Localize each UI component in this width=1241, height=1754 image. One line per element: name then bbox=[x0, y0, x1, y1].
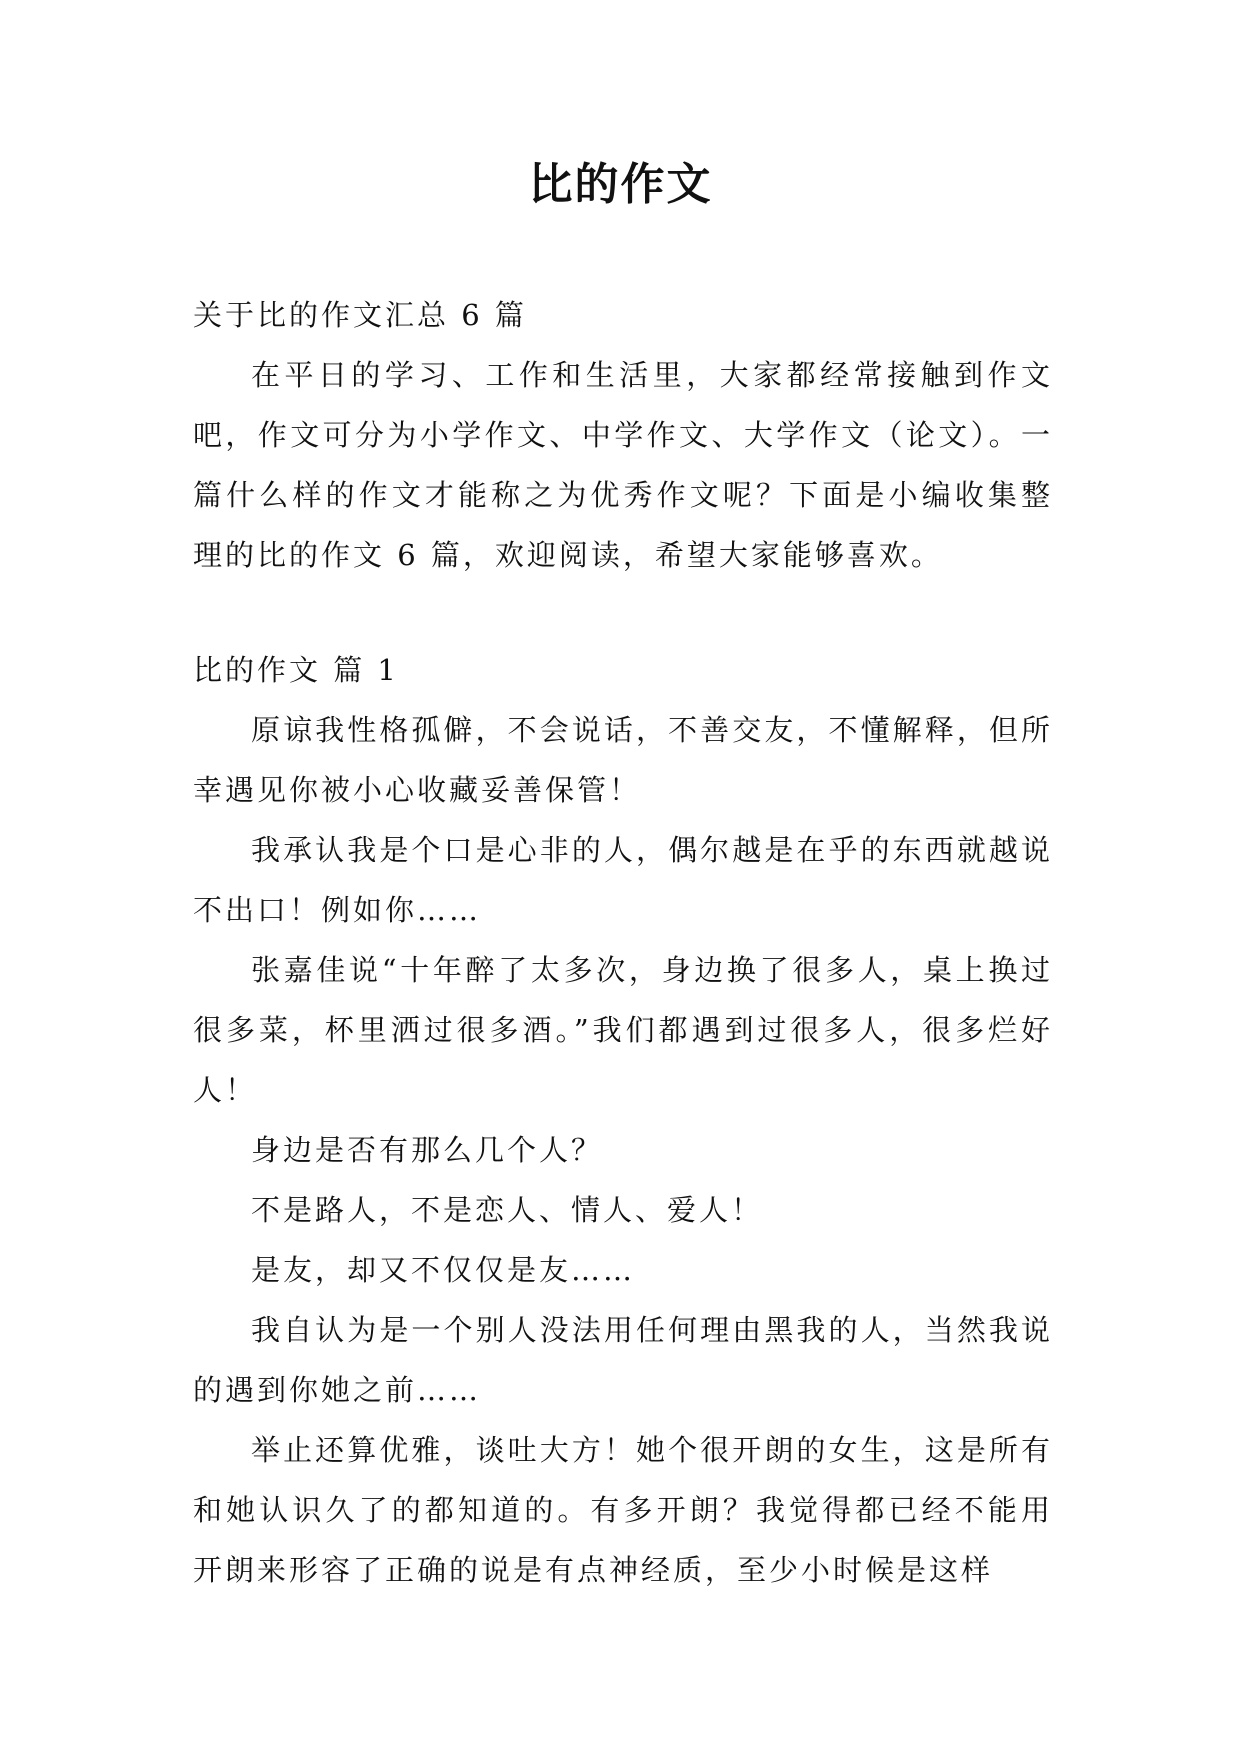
paragraph: 原谅我性格孤僻，不会说话，不善交友，不懂解释，但所幸遇见你被小心收藏妥善保管！ bbox=[193, 713, 1053, 807]
paragraph: 身边是否有那么几个人？ bbox=[251, 1133, 604, 1167]
paragraph: 我自认为是一个别人没法用任何理由黑我的人，当然我说的遇到你她之前…… bbox=[193, 1313, 1053, 1407]
paragraph: 张嘉佳说“十年醉了太多次，身边换了很多人，桌上换过很多菜，杯里洒过很多酒。”我们都遇到过很多人，很多烂好人！ bbox=[193, 953, 1053, 1107]
document-title: 比的作文 bbox=[528, 159, 713, 210]
intro-paragraph: 在平日的学习、工作和生活里，大家都经常接触到作文吧，作文可分为小学作文、中学作文、大学作文（论文）。一篇什么样的作文才能称之为优秀作文呢？下面是小编收集整理的比的作文 6 篇，欢迎阅读，希望大家能够喜欢。 bbox=[193, 358, 1053, 572]
document-subtitle: 关于比的作文汇总 6 篇 bbox=[193, 298, 527, 332]
section-heading: 比的作文 篇 1 bbox=[193, 653, 399, 687]
paragraph: 我承认我是个口是心非的人，偶尔越是在乎的东西就越说不出口！例如你…… bbox=[193, 833, 1053, 927]
section-1 bbox=[193, 640, 1053, 1600]
intro-block bbox=[193, 285, 1053, 585]
paragraph: 是友，却又不仅仅是友…… bbox=[251, 1253, 636, 1287]
paragraph: 举止还算优雅，谈吐大方！她个很开朗的女生，这是所有和她认识久了的都知道的。有多开朗？我觉得都已经不能用开朗来形容了正确的说是有点神经质，至少小时候是这样 bbox=[193, 1433, 1053, 1587]
paragraph: 不是路人，不是恋人、情人、爱人！ bbox=[251, 1193, 764, 1227]
